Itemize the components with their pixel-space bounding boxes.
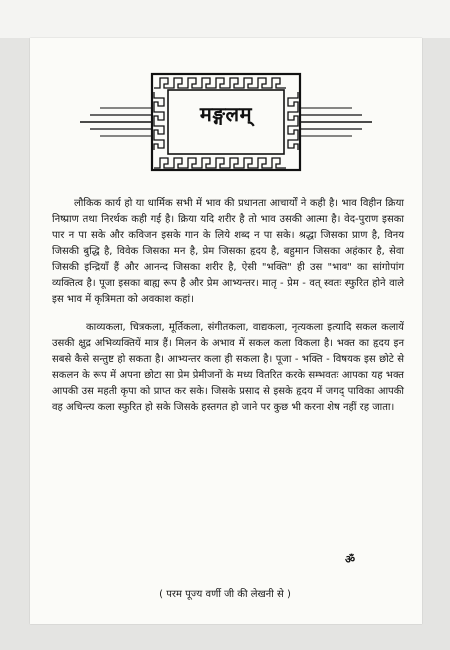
body-text — [52, 196, 404, 416]
page-top-margin — [0, 0, 450, 38]
om-symbol: ॐ — [345, 553, 356, 566]
page-title: मङ्गलम् — [199, 102, 253, 126]
paragraph-1: लौकिक कार्य हो या धार्मिक सभी में भाव की प्रधानता आचार्यों ने कही है। भाव विहीन क्रिया निष्प्राण तथा निरर्थक कही गई है। क्रिया यदि शरीर है तो भाव उसकी आत्मा है। वेद-पुराण इसका पार न पा सके और कविजन इसके गान के लिये शब्द न पा सके। श्रद्धा जिसका प्राण है, विनय जिसकी बुद्धि है, विवेक जिसका मन है, प्रेम जिसका हृदय है, बहुमान जिसका अहंकार है, सेवा जिसकी इन्द्रियाँ हैं और आनन्द जिसका शरीर है, ऐसी "भक्ति" ही उस "भाव" का सांगोपांग व्यक्तित्व है। पूजा इसका बाह्य रूप है और प्रेम आभ्यन्तर। मातृ - प्रेम - वत् स्वतः स्फुरित होने वाले इस भाव में कृत्रिमता को अवकाश कहां। — [52, 198, 404, 305]
decorative-header — [30, 52, 422, 192]
source-attribution: ( परम पूज्य वर्णी जी की लेखनी से ) — [159, 589, 291, 600]
paragraph-2: काव्यकला, चित्रकला, मूर्तिकला, संगीतकला, वाद्यकला, नृत्यकला इत्यादि सकल कलायें उसकी क्षुद्र अभिव्यक्तियें मात्र हैं। मिलन के अभाव में सकल कला विकला है। भक्त का हृदय इन सबसे कैसे सन्तुष्ट हो सकता है। आभ्यन्तर कला ही सकला है। पूजा - भक्ति - विषयक इस छोटे से सकलन के रूप में अपना छोटा सा प्रेम प्रेमीजनों के मध्य वितरित करके सम्भवतः आपका यह भक्त आपकी उस महती कृपा को प्राप्त कर सके। जिसके प्रसाद से इसके हृदय में जगद् पाविका आपकी वह अचिन्त्य कला स्फुरित हो सके जिसके हस्तगत हो जाने पर कुछ भी करना शेष नहीं रह जाता। — [52, 322, 404, 413]
